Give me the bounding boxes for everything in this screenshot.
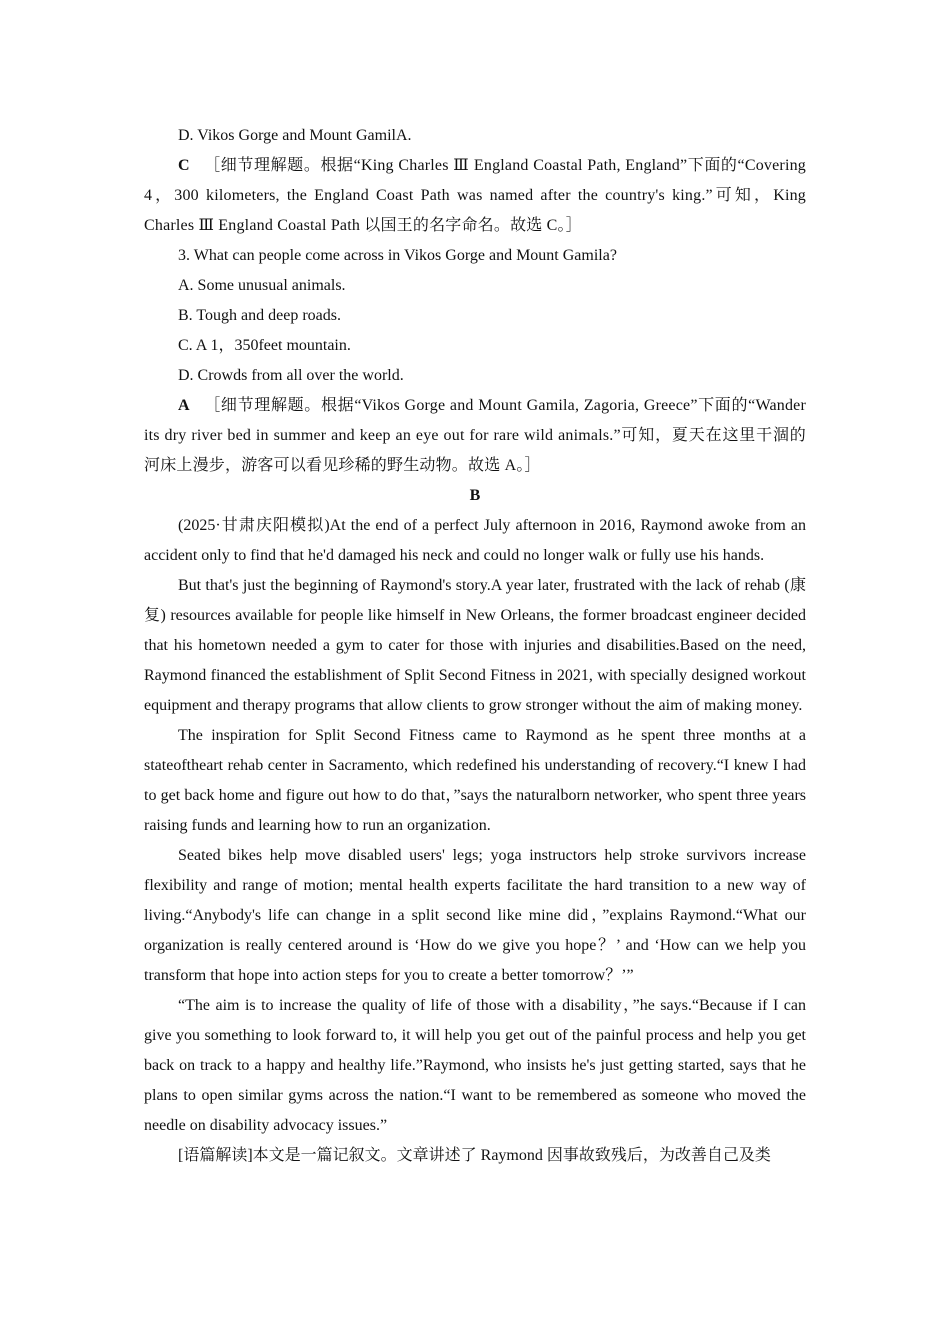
passage-paragraph-1: (2025·甘肃庆阳模拟)At the end of a perfect July afternoon in 2016, Raymond awoke from an accident only to find that he'd damaged his neck and could no longer walk or fully use his hands.	[144, 517, 806, 564]
q3-answer	[144, 391, 806, 481]
q3-question: 3. What can people come across in Vikos Gorge and Mount Gamila?	[178, 247, 617, 264]
q2-answer	[144, 151, 806, 241]
passage-paragraph-5: “The aim is to increase the quality of life of those with a disability，”he says.“Because if I can give you something to look forward to, it will help you get out of the painful process and help you get back on track to a happy and healthy life.”Raymond, who insists he's just getting started, says that he plans to open similar gyms across the nation.“I want to be remembered as someone who moved the needle on disability advocacy issues.”	[144, 997, 806, 1134]
q3-option-c: C. A 1，350feet mountain.	[178, 337, 351, 354]
passage-paragraph-4: Seated bikes help move disabled users' legs; yoga instructors help stroke survivors increase flexibility and range of motion; mental health experts facilitate the hard transition to a new way of living.“Anybody's life can change in a split second like mine did，”explains Raymond.“What our organization is really centered around is ‘How do we give you hope？’ and ‘How can we help you transform that hope into action steps for you to create a better tomorrow？’”	[144, 847, 806, 984]
passage-paragraph-3: The inspiration for Split Second Fitness came to Raymond as he spent three months at a stateoftheart rehab center in Sacramento, which redefined his understanding of recovery.“I knew I had to get back home and figure out how to do that，”says the naturalborn networker, who spent three years raising funds and learning how to run an organization.	[144, 727, 806, 834]
q3-answer-letter: A	[178, 397, 190, 414]
q2-explanation: ［细节理解题。根据“King Charles Ⅲ England Coastal Path, England”下面的“Covering 4，300 kilometers, the England Coast Path was named after the country's king.”可知，King Charles Ⅲ England Coastal Path 以国王的名字命名。故选 C。］	[144, 157, 806, 234]
q2-answer-letter: C	[178, 157, 190, 174]
q3-option-a: A. Some unusual animals.	[178, 277, 346, 294]
q2-option-d: D. Vikos Gorge and Mount GamilA.	[178, 127, 412, 144]
q3-explanation: ［细节理解题。根据“Vikos Gorge and Mount Gamila, Zagoria, Greece”下面的“Wander its dry river bed in summer and keep an eye out for rare wild animals.”可知，夏天在这里干涸的河床上漫步，游客可以看见珍稀的野生动物。故选 A。］	[144, 397, 806, 474]
passage-analysis: [语篇解读]本文是一篇记叙文。文章讲述了 Raymond 因事故致残后，为改善自己及类	[178, 1147, 771, 1164]
section-b-heading: B	[469, 487, 481, 504]
q3-option-b: B. Tough and deep roads.	[178, 307, 341, 324]
document-page	[144, 121, 806, 1171]
q3-option-d: D. Crowds from all over the world.	[178, 367, 404, 384]
passage-paragraph-2: But that's just the beginning of Raymond's story.A year later, frustrated with the lack of rehab (康复) resources available for people like himself in New Orleans, the former broadcast engineer decided that his hometown needed a gym to cater for those with injuries and disabilities.Based on the need, Raymond financed the establishment of Split Second Fitness in 2021, with specially designed workout equipment and therapy programs that allow clients to grow stronger without the aim of making money.	[144, 577, 806, 714]
